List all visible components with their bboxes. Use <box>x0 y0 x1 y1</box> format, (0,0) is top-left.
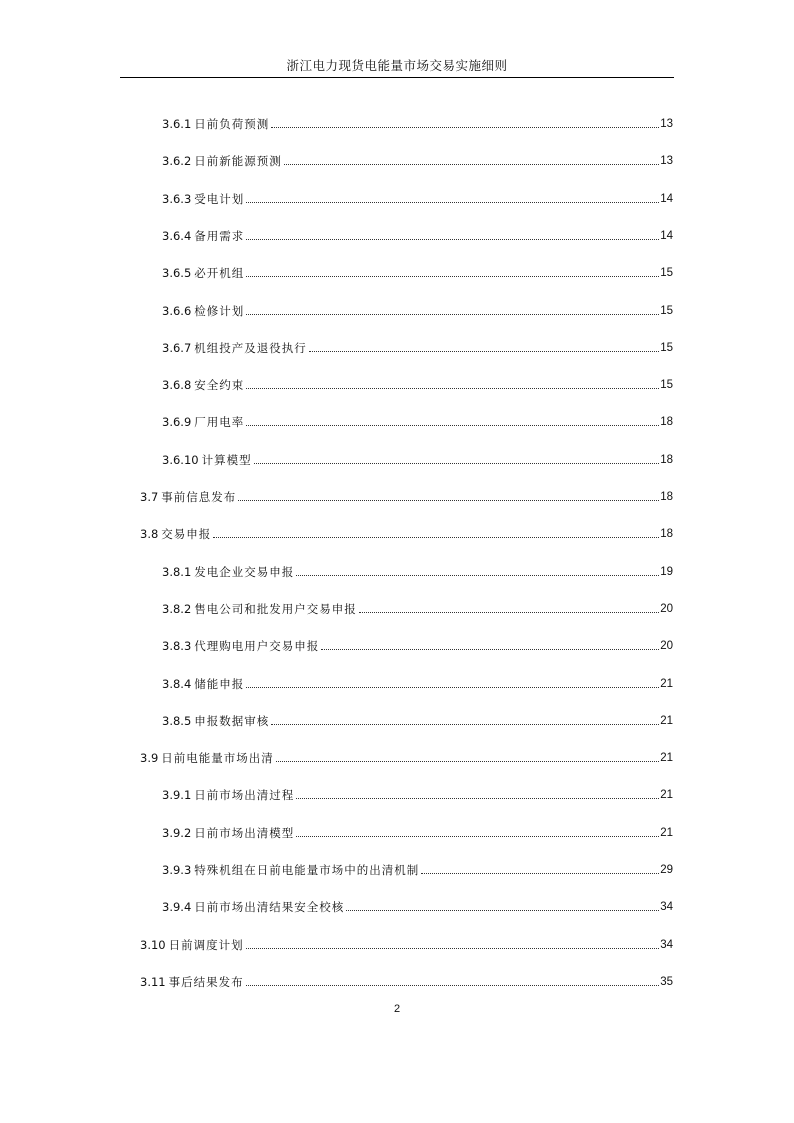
toc-entry-3-9-4[interactable] <box>162 897 673 915</box>
toc-entry-3-8-5[interactable] <box>162 711 673 729</box>
toc-entry-page: 15 <box>660 304 673 317</box>
toc-entry-number: 3.9 <box>140 751 159 766</box>
toc-entry-3-6-4[interactable] <box>162 226 673 244</box>
toc-entry-number: 3.6.1 <box>162 117 192 131</box>
toc-dot-leader <box>276 761 659 762</box>
toc-dot-leader <box>246 425 659 426</box>
toc-entry-title: 检修计划 <box>194 303 245 318</box>
toc-dot-leader <box>246 276 659 277</box>
toc-entry-3-6-6[interactable] <box>162 301 673 319</box>
toc-entry-number: 3.9.2 <box>162 825 192 840</box>
toc-entry-number: 3.6.3 <box>162 191 192 206</box>
toc-entry-number: 3.9.1 <box>162 788 192 803</box>
toc-entry-title: 计算模型 <box>201 452 252 467</box>
toc-entry-title: 受电计划 <box>194 191 245 206</box>
toc-dot-leader <box>246 239 659 240</box>
toc-entry-3-6-7[interactable] <box>162 338 673 356</box>
toc-dot-leader <box>309 351 659 352</box>
toc-entry-3-6-2[interactable] <box>162 151 673 169</box>
toc-entry-title: 机组投产及退役执行 <box>194 340 307 355</box>
toc-entry-3-6-1[interactable] <box>162 114 673 132</box>
toc-entry-page: 29 <box>660 864 673 876</box>
toc-dot-leader <box>296 798 659 799</box>
toc-dot-leader <box>213 537 659 538</box>
toc-entry-3-10[interactable] <box>140 935 673 953</box>
toc-entry-number: 3.6.8 <box>162 378 192 393</box>
toc-entry-number: 3.6.7 <box>162 340 192 355</box>
toc-entry-title: 日前调度计划 <box>168 937 244 952</box>
toc-entry-number: 3.8.3 <box>162 639 192 654</box>
toc-entry-3-6-9[interactable] <box>162 412 673 430</box>
toc-entry-number: 3.6.9 <box>162 415 192 430</box>
toc-entry-number: 3.9.4 <box>162 900 192 915</box>
toc-entry-title: 备用需求 <box>194 228 245 243</box>
toc-entry-number: 3.10 <box>140 937 166 952</box>
toc-entry-page: 34 <box>660 938 673 951</box>
toc-entry-page: 21 <box>660 714 673 727</box>
toc-entry-title: 必开机组 <box>194 266 245 281</box>
toc-entry-page: 15 <box>660 379 673 392</box>
toc-entry-title: 申报数据审核 <box>194 713 270 728</box>
toc-dot-leader <box>359 612 659 613</box>
toc-entry-3-8-1[interactable] <box>162 562 673 580</box>
toc-entry-3-8-2[interactable] <box>162 599 673 617</box>
document-header-title: 浙江电力现货电能量市场交易实施细则 <box>286 58 508 73</box>
page-number: 2 <box>393 1003 401 1015</box>
header-divider <box>120 77 674 78</box>
toc-entry-title: 日前市场出清模型 <box>194 825 295 840</box>
toc-entry-number: 3.11 <box>140 974 166 989</box>
toc-entry-title: 储能申报 <box>194 676 245 691</box>
toc-entry-number: 3.7 <box>140 490 159 504</box>
toc-entry-page: 19 <box>660 565 673 578</box>
toc-entry-number: 3.8.5 <box>162 713 192 728</box>
toc-entry-title: 日前市场出清过程 <box>194 788 295 803</box>
toc-entry-page: 18 <box>660 453 673 466</box>
toc-entry-title: 事后结果发布 <box>168 974 244 989</box>
toc-entry-3-11[interactable] <box>140 972 673 990</box>
toc-entry-page: 21 <box>660 677 673 690</box>
toc-entry-3-6-5[interactable] <box>162 263 673 281</box>
toc-entry-page: 13 <box>660 155 673 168</box>
toc-entry-page: 18 <box>660 491 673 503</box>
toc-entry-3-6-10[interactable] <box>162 450 673 468</box>
toc-entry-title: 安全约束 <box>194 378 245 393</box>
toc-entry-number: 3.6.10 <box>162 452 199 467</box>
toc-entry-title: 发电企业交易申报 <box>194 564 295 579</box>
toc-dot-leader <box>346 910 659 911</box>
toc-entry-number: 3.6.5 <box>162 266 192 281</box>
toc-entry-3-8-3[interactable] <box>162 636 673 654</box>
toc-entry-number: 3.6.6 <box>162 303 192 318</box>
toc-dot-leader <box>296 575 659 576</box>
toc-entry-title: 日前负荷预测 <box>194 117 270 131</box>
toc-entry-3-8-4[interactable] <box>162 674 673 692</box>
toc-dot-leader <box>246 202 659 203</box>
toc-entry-page: 14 <box>660 192 673 205</box>
toc-dot-leader <box>246 314 659 315</box>
toc-dot-leader <box>284 164 659 165</box>
toc-entry-number: 3.6.2 <box>162 154 192 169</box>
toc-entry-3-9-3[interactable] <box>162 860 673 878</box>
toc-entry-page: 18 <box>660 416 673 429</box>
toc-entry-title: 特殊机组在日前电能量市场中的出清机制 <box>194 863 420 877</box>
toc-entry-title: 交易申报 <box>161 527 212 542</box>
toc-entry-page: 21 <box>660 789 673 802</box>
toc-dot-leader <box>246 985 660 986</box>
toc-entry-3-8[interactable] <box>140 524 673 542</box>
toc-entry-number: 3.8.4 <box>162 676 192 691</box>
toc-dot-leader <box>421 873 659 874</box>
toc-entry-number: 3.6.4 <box>162 228 192 243</box>
toc-entry-3-6-3[interactable] <box>162 189 673 207</box>
toc-entry-3-9-1[interactable] <box>162 785 673 803</box>
toc-dot-leader <box>271 724 659 725</box>
toc-entry-page: 21 <box>660 826 673 839</box>
toc-entry-page: 20 <box>660 602 673 615</box>
toc-entry-page: 21 <box>660 752 673 765</box>
toc-entry-page: 14 <box>660 229 673 242</box>
toc-entry-3-6-8[interactable] <box>162 375 673 393</box>
toc-dot-leader <box>246 687 659 688</box>
toc-dot-leader <box>296 836 659 837</box>
toc-entry-3-9[interactable] <box>140 748 673 766</box>
toc-entry-title: 日前市场出清结果安全校核 <box>194 900 345 915</box>
toc-entry-title: 售电公司和批发用户交易申报 <box>194 601 357 616</box>
toc-entry-3-7[interactable] <box>140 487 673 505</box>
toc-entry-number: 3.8.1 <box>162 564 192 579</box>
toc-dot-leader <box>246 948 660 949</box>
toc-entry-title: 日前电能量市场出清 <box>161 751 274 766</box>
toc-dot-leader <box>238 500 659 501</box>
toc-entry-page: 35 <box>660 975 673 988</box>
toc-entry-page: 20 <box>660 640 673 653</box>
toc-entry-3-9-2[interactable] <box>162 823 673 841</box>
toc-dot-leader <box>271 127 659 128</box>
toc-entry-number: 3.8.2 <box>162 601 192 616</box>
toc-entry-page: 15 <box>660 341 673 354</box>
toc-entry-page: 34 <box>660 901 673 914</box>
toc-entry-page: 18 <box>660 528 673 541</box>
toc-entry-number: 3.9.3 <box>162 863 192 877</box>
toc-dot-leader <box>254 463 660 464</box>
toc-entry-title: 代理购电用户交易申报 <box>194 639 320 654</box>
toc-dot-leader <box>246 388 659 389</box>
toc-entry-title: 厂用电率 <box>194 415 245 430</box>
toc-entry-number: 3.8 <box>140 527 159 542</box>
toc-entry-title: 事前信息发布 <box>161 490 237 504</box>
toc-entry-page: 13 <box>660 118 673 130</box>
toc-dot-leader <box>321 649 659 650</box>
toc-entry-title: 日前新能源预测 <box>194 154 282 169</box>
toc-entry-page: 15 <box>660 267 673 280</box>
